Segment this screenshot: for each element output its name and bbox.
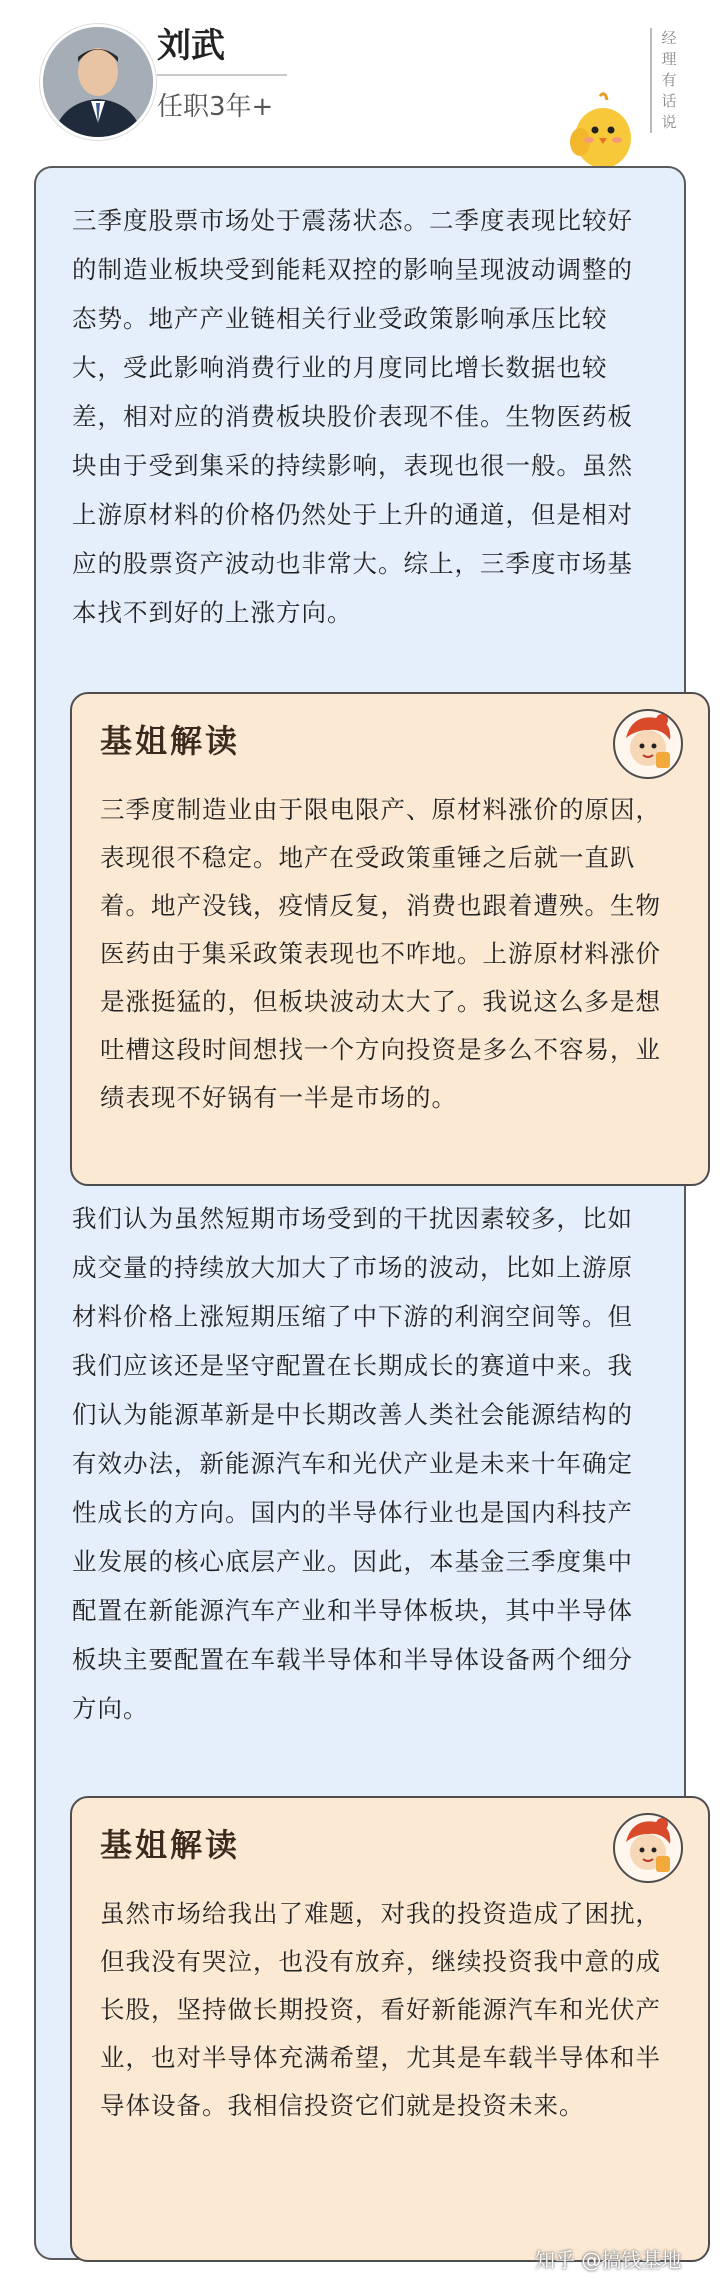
paragraph-strategy: 我们认为虽然短期市场受到的干扰因素较多，比如成交量的持续放大加大了市场的波动，比如上游原材料价格上涨短期压缩了中下游的利润空间等。但我们应该还是坚守配置在长期成长的赛道中来。我们认为能源革新是中长期改善人类社会能源结构的有效办法，新能源汽车和光伏产业是未来十年确定性成长的方向。国内的半导体行业也是国内科技产业发展的核心底层产业。因此，本基金三季度集中配置在新能源汽车产业和半导体板块，其中半导体板块主要配置在车载半导体和半导体设备两个细分方向。: [72, 1204, 633, 1723]
card-title: 基姐解读: [100, 722, 241, 760]
author-tenure: 任职3年+: [157, 92, 274, 122]
avatar: [40, 24, 156, 140]
card-body: 三季度制造业由于限电限产、原材料涨价的原因，表现很不稳定。地产在受政策重锤之后就一直趴着。地产没钱，疫情反复，消费也跟着遭殃。生物医药由于集采政策表现也不咋地。上游原材料涨价是涨挺猛的，但板块波动太大了。我说这么多是想吐槽这段时间想找一个方向投资是多么不容易，业绩表现不好锅有一半是市场的。: [100, 795, 661, 1112]
chick-mascot-icon: [545, 92, 655, 174]
author-name: 刘武: [157, 26, 225, 66]
card-title: 基姐解读: [100, 1826, 241, 1864]
person-portrait-icon: [43, 27, 153, 137]
commentary-card: [70, 692, 710, 1186]
divider: [157, 74, 287, 76]
mascot-avatar-icon: [612, 708, 684, 780]
mascot-avatar-icon: [612, 1812, 684, 1884]
card-body: 虽然市场给我出了难题，对我的投资造成了困扰，但我没有哭泣，也没有放弃，继续投资我中意的成长股，坚持做长期投资，看好新能源汽车和光伏产业，也对半导体充满希望，尤其是车载半导体和半导体设备。我相信投资它们就是投资未来。: [100, 1899, 661, 2120]
commentary-card: [70, 1796, 710, 2262]
watermark: 知乎 @搞钱基地: [535, 2248, 682, 2272]
paragraph-market-review: 三季度股票市场处于震荡状态。二季度表现比较好的制造业板块受到能耗双控的影响呈现波动调整的态势。地产产业链相关行业受政策影响承压比较大，受此影响消费行业的月度同比增长数据也较差，相对应的消费板块股价表现不佳。生物医药板块由于受到集采的持续影响，表现也很一般。虽然上游原材料的价格仍然处于上升的通道，但是相对应的股票资产波动也非常大。综上，三季度市场基本找不到好的上涨方向。: [72, 206, 633, 627]
header: [0, 0, 720, 160]
side-tag: 经理有话说: [650, 28, 680, 133]
